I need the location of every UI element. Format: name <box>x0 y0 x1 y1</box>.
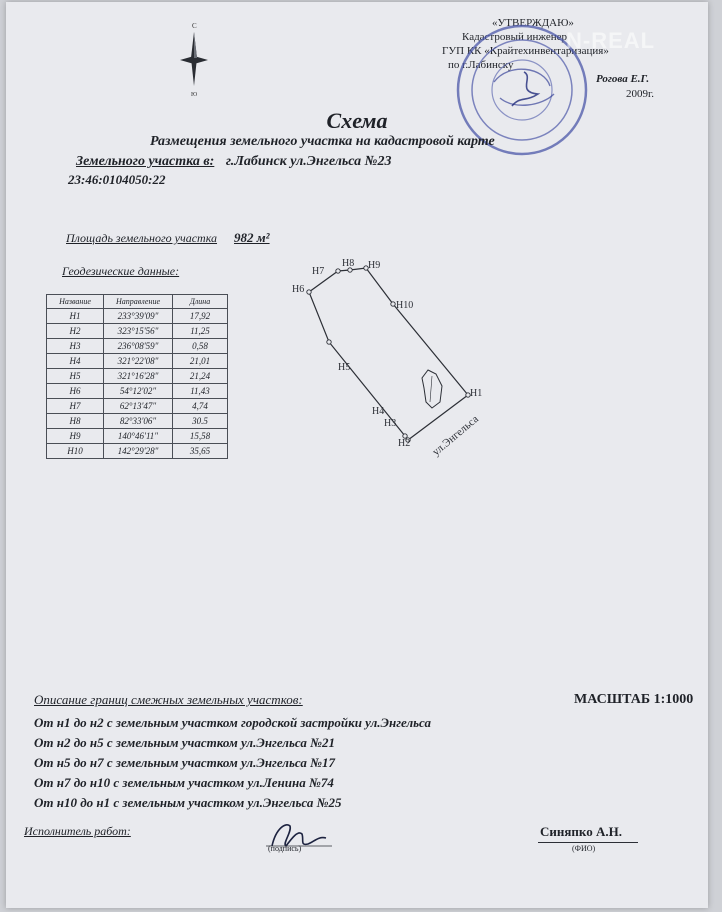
boundary-row: От н10 до н1 с земельным участком ул.Энгельса №25 <box>34 795 342 810</box>
plot-label: Земельного участка в: <box>76 154 215 169</box>
compass-north-label: С <box>192 22 197 30</box>
area-label: Площадь земельного участка <box>66 231 218 245</box>
table-cell-direction: 321°16'28" <box>104 369 173 384</box>
table-cell-direction: 323°15'56" <box>104 324 173 339</box>
executor-name: Синяпко А.Н. <box>540 824 622 839</box>
table-cell-direction: 233°39'09" <box>104 309 173 324</box>
table-header-length: Длина <box>173 295 228 309</box>
table-cell-name: Н8 <box>47 414 104 429</box>
executor-label: Исполнитель работ: <box>24 824 131 838</box>
approval-line1: Кадастровый инженер <box>462 31 567 43</box>
table-row <box>47 369 228 384</box>
table-row <box>47 324 228 339</box>
approval-year: 2009г. <box>626 88 655 100</box>
table-cell-name: Н7 <box>47 399 104 414</box>
table-row <box>47 339 228 354</box>
cadastral-number: 23:46:0104050:22 <box>68 172 166 187</box>
approval-line2: ГУП КК «Крайтехинвентаризация» <box>442 45 609 57</box>
table-row <box>47 399 228 414</box>
table-cell-length: 35,65 <box>173 444 228 459</box>
table-row <box>47 354 228 369</box>
table-cell-name: Н5 <box>47 369 104 384</box>
table-cell-length: 30.5 <box>173 414 228 429</box>
boundary-row: От н5 до н7 с земельным участком ул.Энгельса №17 <box>34 755 335 770</box>
geodetic-table <box>46 294 228 459</box>
table-cell-length: 0,58 <box>173 339 228 354</box>
plot-line <box>76 154 391 170</box>
table-cell-name: Н1 <box>47 309 104 324</box>
watermark-text: N-REAL <box>566 28 656 53</box>
compass-south-label: Ю <box>191 92 198 98</box>
table-cell-name: Н3 <box>47 339 104 354</box>
table-cell-length: 11,43 <box>173 384 228 399</box>
plan-point-h5: Н5 <box>338 362 351 373</box>
table-row <box>47 384 228 399</box>
table-cell-direction: 236°08'59" <box>104 339 173 354</box>
table-cell-length: 15,58 <box>173 429 228 444</box>
table-cell-direction: 82°33'06" <box>104 414 173 429</box>
table-cell-length: 4,74 <box>173 399 228 414</box>
table-cell-direction: 140°46'11" <box>104 429 173 444</box>
fio-caption: (ФИО) <box>572 844 596 853</box>
boundary-row: От н7 до н10 с земельным участком ул.Ленина №74 <box>34 775 334 790</box>
table-cell-name: Н6 <box>47 384 104 399</box>
plan-point-h8: Н8 <box>342 258 355 269</box>
table-row <box>47 429 228 444</box>
plan-point-h6: Н6 <box>292 284 305 295</box>
table-cell-name: Н9 <box>47 429 104 444</box>
plan-point-h10: Н10 <box>396 300 414 311</box>
table-cell-length: 11,25 <box>173 324 228 339</box>
document-subtitle: Размещения земельного участка на кадастровой карте <box>150 134 495 149</box>
table-header-name: Название <box>47 295 104 309</box>
scale-label: МАСШТАБ 1:1000 <box>574 692 694 707</box>
approval-signer: Рогова Е.Г. <box>596 73 650 85</box>
compass-rose-icon <box>174 20 214 98</box>
signature-caption: (подпись) <box>268 844 302 853</box>
table-cell-direction: 142°29'28" <box>104 444 173 459</box>
table-cell-length: 21,24 <box>173 369 228 384</box>
plan-point-h3: Н3 <box>384 418 397 429</box>
boundaries-heading: Описание границ смежных земельных участков: <box>34 692 303 707</box>
boundary-row: От н2 до н5 с земельным участком ул.Энгельса №21 <box>34 735 335 750</box>
approval-heading: «УТВЕРЖДАЮ» <box>492 17 574 29</box>
table-cell-name: Н4 <box>47 354 104 369</box>
table-cell-length: 17,92 <box>173 309 228 324</box>
table-cell-direction: 54°12'02" <box>104 384 173 399</box>
plot-address: г.Лабинск ул.Энгельса №23 <box>225 154 392 169</box>
table-header-row <box>47 295 228 309</box>
plan-point-h7: Н7 <box>312 266 325 277</box>
area-line <box>66 230 270 246</box>
plan-point-h2: Н2 <box>398 438 411 449</box>
geodetic-label: Геодезические данные: <box>62 264 180 278</box>
plot-plan <box>286 252 546 462</box>
table-row <box>47 414 228 429</box>
table-row <box>47 444 228 459</box>
plan-street-label: ул.Энгельса <box>430 413 481 459</box>
table-cell-direction: 62°13'47" <box>104 399 173 414</box>
area-value: 982 м² <box>234 230 270 245</box>
table-cell-length: 21,01 <box>173 354 228 369</box>
approval-line3: по г.Лабинску <box>448 59 514 71</box>
plan-point-h1: Н1 <box>470 388 483 399</box>
table-cell-name: Н2 <box>47 324 104 339</box>
boundary-row: От н1 до н2 с земельным участком городской застройки ул.Энгельса <box>34 715 431 730</box>
table-header-direction: Направление <box>104 295 173 309</box>
table-cell-direction: 321°22'08" <box>104 354 173 369</box>
plan-point-h9: Н9 <box>368 260 381 271</box>
table-row <box>47 309 228 324</box>
document-page <box>6 2 708 908</box>
table-cell-name: Н10 <box>47 444 104 459</box>
document-title: Схема <box>326 108 388 133</box>
plan-point-h4: Н4 <box>372 406 385 417</box>
